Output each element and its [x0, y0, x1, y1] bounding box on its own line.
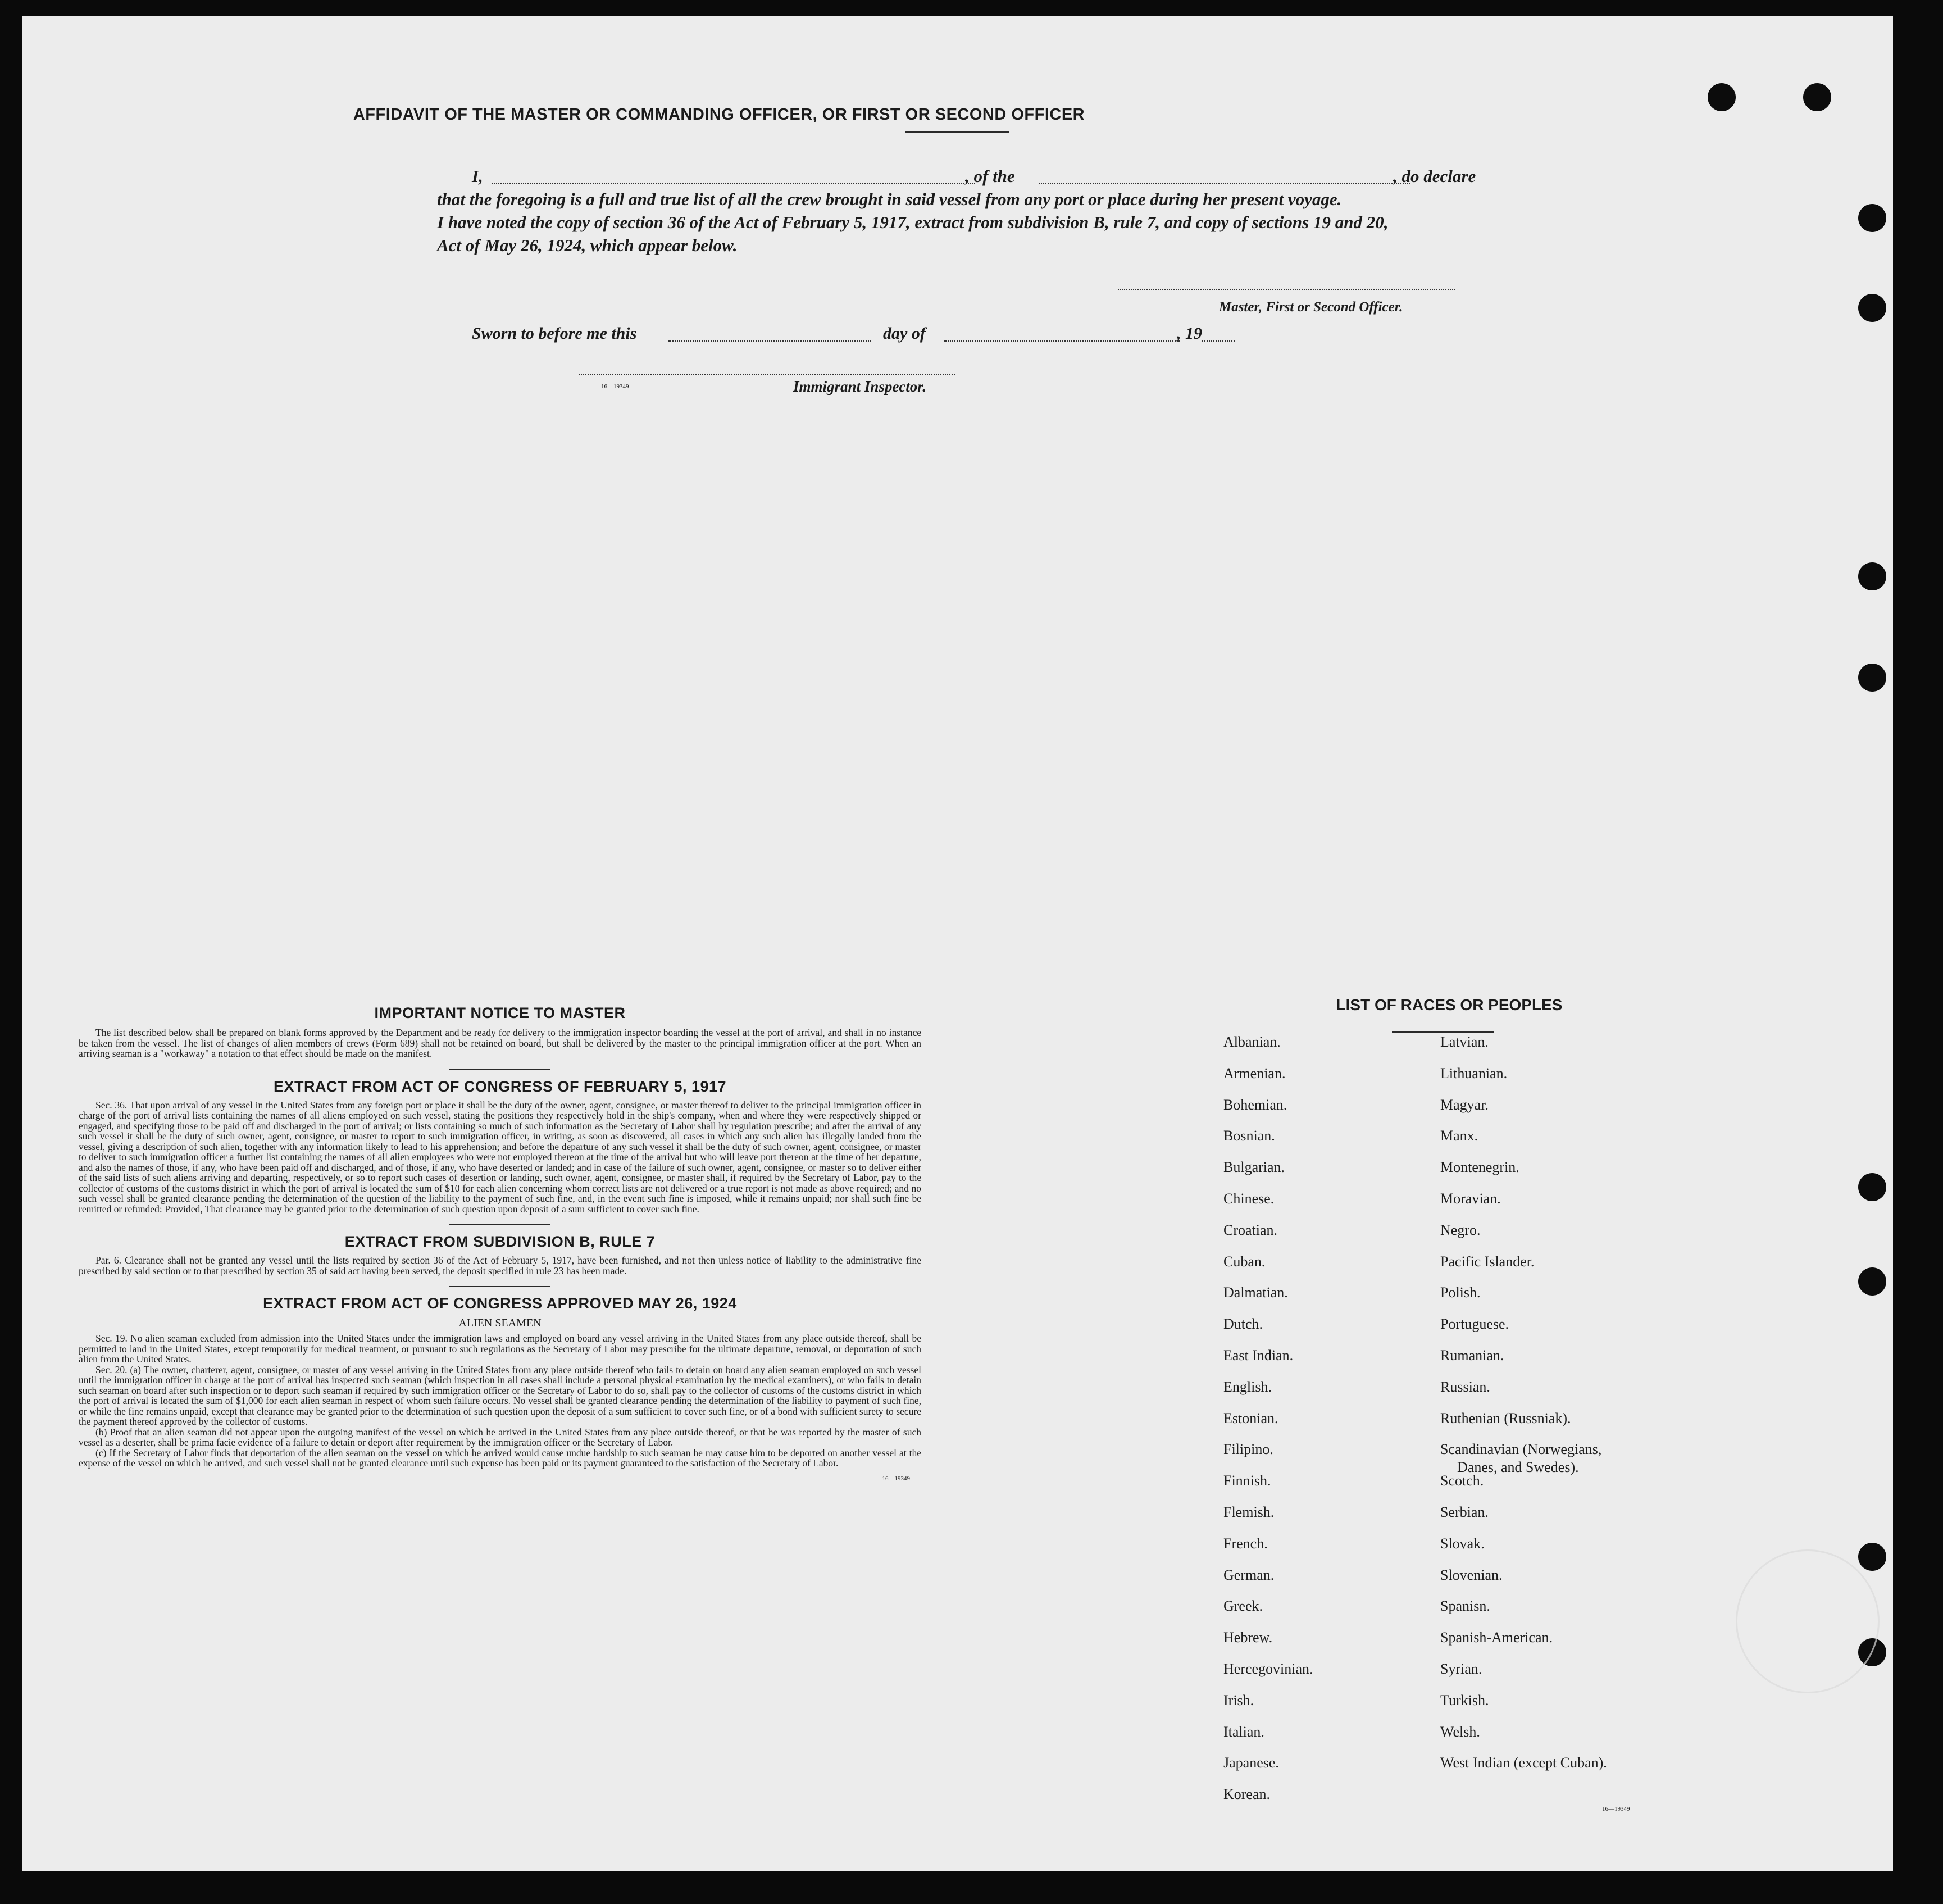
race-item: Finnish. — [1223, 1473, 1271, 1489]
race-item: Chinese. — [1223, 1190, 1275, 1207]
race-item: Turkish. — [1440, 1692, 1489, 1708]
race-item: Armenian. — [1223, 1065, 1286, 1081]
race-item: West Indian (except Cuban). — [1440, 1755, 1607, 1771]
race-item: Croatian. — [1223, 1221, 1278, 1238]
race-item: Spanisn. — [1440, 1598, 1490, 1615]
race-item: Bohemian. — [1223, 1096, 1287, 1113]
race-item: Flemish. — [1223, 1504, 1275, 1520]
vessel-name-line[interactable] — [1039, 183, 1410, 184]
punch-hole — [1858, 294, 1886, 322]
master-signature-label: Master, First or Second Officer. — [1219, 299, 1403, 315]
punch-hole — [1858, 1173, 1886, 1201]
race-item: French. — [1223, 1535, 1268, 1552]
punch-hole — [1803, 83, 1831, 111]
race-item: Dalmatian. — [1223, 1284, 1288, 1301]
notice-form-number: 16—19349 — [882, 1475, 910, 1482]
declarant-label: I, — [472, 166, 483, 186]
punch-hole — [1858, 664, 1886, 692]
title-underline — [905, 131, 1009, 133]
punch-hole — [1858, 204, 1886, 232]
affidavit-form-number: 16—19349 — [601, 383, 629, 390]
sworn-day-line[interactable] — [668, 340, 871, 342]
punch-hole — [1858, 1543, 1886, 1571]
race-item: Ruthenian (Russniak). — [1440, 1410, 1571, 1426]
punch-hole — [1858, 1267, 1886, 1296]
race-item: Japanese. — [1223, 1755, 1279, 1771]
race-item: Syrian. — [1440, 1661, 1482, 1677]
race-item: German. — [1223, 1566, 1275, 1583]
race-item: Spanish-American. — [1440, 1629, 1553, 1646]
extract2-title: EXTRACT FROM SUBDIVISION B, RULE 7 — [344, 1233, 656, 1250]
extract3-sec19: Sec. 19. No alien seaman excluded from admission into the United States under the immigration laws and employed on board any vessel arriving in the United States from any place outside thereof, shall be permitted to land in the United States, except temporarily for medical treatment, or pursuant to such regulations as the Secretary of Labor may prescribe for the ultimate departure, removal, or deportation of such alien from the United States. — [79, 1333, 921, 1365]
race-item: East Indian. — [1223, 1347, 1294, 1364]
race-item: Korean. — [1223, 1786, 1271, 1803]
race-item: Hercegovinian. — [1223, 1661, 1313, 1677]
affidavit-title: AFFIDAVIT OF THE MASTER OR COMMANDING OFFICER, OR FIRST OR SECOND OFFICER — [353, 106, 1085, 124]
race-item: Slovak. — [1440, 1535, 1485, 1552]
race-item: Moravian. — [1440, 1190, 1501, 1207]
race-item: Estonian. — [1223, 1410, 1278, 1426]
race-item: Rumanian. — [1440, 1347, 1504, 1364]
race-item: Polish. — [1440, 1284, 1481, 1301]
race-item: Dutch. — [1223, 1316, 1263, 1333]
races-title: LIST OF RACES OR PEOPLES — [1336, 996, 1563, 1014]
paper-sheet — [22, 16, 1893, 1871]
extract3-sec20a: Sec. 20. (a) The owner, charterer, agent, consignee, or master of any vessel arriving in the United States from any place outside thereof who fails to detain on board any alien seaman employed on such vessel until the immigration officer in charge at the port of arrival has inspected such seaman (which inspection in all cases shall include a personal physical examination by the medical examiners), or who fails to detain such seaman on board after such inspection or to deport such seaman if required by such immigration officer or the Secretary of Labor to do so, shall pay to the collector of customs of the customs district in which the port of arrival is located the sum of $1,000 for each alien seaman in respect of whom such failure occurs. No vessel shall be granted clearance pending the determination of the liability to payment of such fine, or while the fine remains unpaid, except that clearance may be granted prior to the determination of such question upon the deposit of a sum sufficient to cover such fine, or of a bond with sufficient surety to secure the payment thereof approved by the collector of customs. — [79, 1364, 921, 1427]
master-signature-line[interactable] — [1118, 289, 1455, 290]
races-form-number: 16—19349 — [1602, 1806, 1630, 1812]
race-item: Pacific Islander. — [1440, 1253, 1535, 1270]
race-item: Italian. — [1223, 1723, 1264, 1740]
extract3-sec20b: (b) Proof that an alien seaman did not appear upon the outgoing manifest of the vessel on which he arrived in the United States from any place outside thereof, or that he was reported by the master of such vessel as a deserter, shall be prima facie evidence of a failure to detain or deport after requirement by the immigration officer or the Secretary of Labor. — [79, 1426, 921, 1448]
race-item: Serbian. — [1440, 1504, 1489, 1520]
extract2-divider — [449, 1286, 550, 1287]
of-the-label: , of the — [965, 166, 1015, 186]
notice-section — [79, 1005, 921, 1482]
race-item: Negro. — [1440, 1221, 1481, 1238]
race-item: Latvian. — [1440, 1034, 1489, 1050]
extract1-divider — [449, 1224, 550, 1225]
race-item: Irish. — [1223, 1692, 1254, 1708]
declarant-name-line[interactable] — [492, 183, 975, 184]
day-of-label: day of — [883, 324, 926, 343]
race-item: Welsh. — [1440, 1723, 1480, 1740]
inspector-signature-line[interactable] — [579, 374, 955, 375]
race-item: English. — [1223, 1378, 1272, 1395]
punch-hole — [1858, 562, 1886, 590]
race-item: Greek. — [1223, 1598, 1263, 1615]
race-item: Russian. — [1440, 1378, 1490, 1395]
race-item: Portuguese. — [1440, 1316, 1509, 1333]
declaration-line-2: I have noted the copy of section 36 of the Act of February 5, 1917, extract from subdivision B, rule 7, and copy of sections 19 and 20, — [437, 212, 1389, 232]
race-item: Bulgarian. — [1223, 1159, 1285, 1176]
extract1-title: EXTRACT FROM ACT OF CONGRESS OF FEBRUARY 5, 1917 — [273, 1078, 727, 1095]
extract3-subtitle: ALIEN SEAMEN — [458, 1317, 542, 1329]
race-item: Danes, and Swedes). — [1457, 1459, 1579, 1476]
race-item: Manx. — [1440, 1128, 1478, 1144]
race-item: Bosnian. — [1223, 1128, 1275, 1144]
race-item: Slovenian. — [1440, 1566, 1503, 1583]
sworn-label: Sworn to before me this — [472, 324, 637, 343]
notice-text: The list described below shall be prepared on blank forms approved by the Department and be ready for delivery to the immigration inspector boarding the vessel at the port of arrival, and shall in no instance be taken from the vessel. The list of changes of alien members of crews (Form 689) shall not be retained on board, but shall be delivered by the master to the principal immigration officer at the port. When an arriving seaman is a "workaway" a notation to that effect should be made on the manifest. — [79, 1027, 921, 1059]
punch-hole — [1708, 83, 1736, 111]
year-label: , 19 — [1177, 324, 1202, 343]
race-item: Scotch. — [1440, 1473, 1484, 1489]
race-item: Hebrew. — [1223, 1629, 1273, 1646]
race-item: Magyar. — [1440, 1096, 1489, 1113]
races-title-underline — [1392, 1031, 1494, 1033]
notice-divider — [449, 1069, 550, 1070]
do-declare-label: , do declare — [1393, 166, 1476, 186]
race-item: Montenegrin. — [1440, 1159, 1519, 1176]
declaration-line-3: Act of May 26, 1924, which appear below. — [437, 235, 738, 255]
race-item: Albanian. — [1223, 1034, 1281, 1050]
race-item: Filipino. — [1223, 1441, 1273, 1458]
sworn-year-line[interactable] — [1202, 340, 1235, 342]
declaration-line-1: that the foregoing is a full and true list of all the crew brought in said vessel from any port or place during her present voyage. — [437, 189, 1342, 209]
extract3-sec20c: (c) If the Secretary of Labor finds that deportation of the alien seaman on the vessel on which he arrived would cause undue hardship to such seaman he may cause him to be deported on another vessel at the expense of the vessel on which he arrived, and such vessel shall not be granted clearance until such expense has been paid or its payment guaranteed to the satisfaction of the Secretary of Labor. — [79, 1447, 921, 1469]
sworn-month-line[interactable] — [944, 340, 1180, 342]
race-item: Lithuanian. — [1440, 1065, 1508, 1081]
extract3-title: EXTRACT FROM ACT OF CONGRESS APPROVED MAY 26, 1924 — [263, 1295, 737, 1312]
notice-title: IMPORTANT NOTICE TO MASTER — [374, 1005, 626, 1021]
inspector-label: Immigrant Inspector. — [793, 378, 927, 395]
faint-seal-stamp — [1736, 1549, 1880, 1693]
race-item: Scandinavian (Norwegians, — [1440, 1441, 1602, 1458]
extract1-text: Sec. 36. That upon arrival of any vessel in the United States from any foreign port or place it shall be the duty of the owner, agent, consignee, or master thereof to deliver to the principal immigration officer in charge of the port of arrival lists containing the names of all aliens employed on such vessel, stating the positions they respectively hold in the ship's company, when and where they were respectively shipped or engaged, and specifying those to be paid off and discharged in the port of arrival; or lists containing so much of such information as the Secretary of Labor shall by regulation prescribe; and after the arrival of any such vessel it shall be the duty of such owner, agent, consignee, or master to report to such immigration officer, in writing, as soon as discovered, all cases in which any such alien has illegally landed from the vessel, giving a description of such alien, together with any information likely to lead to his apprehension; and before the departure of any such vessel it shall be the duty of such owner, agent, consignee, or master to deliver to such immigration officer a further list containing the names of all alien employees who were not employed thereon at the time of the arrival but who will leave port thereon at the time of her departure, and also the names of those, if any, who have been paid off and discharged, and of those, if any, who have deserted or landed; and in case of the failure of such owner, agent, consignee, or master so to deliver either of the said lists of such aliens arriving and departing, respectively, or so to report such cases of desertion or landing, such owner, agent, consignee, or master shall, if required by the Secretary of Labor, pay to the collector of customs of the customs district in which the port of arrival is located the sum of $10 for each alien concerning whom correct lists are not delivered or a true report is not made as above required; and no such vessel shall be granted clearance pending the determination of the question of the liability to the payment of such fine, and, in the event such fine is imposed, while it remains unpaid; nor shall such fine be remitted or refunded: Provided, That clearance may be granted prior to the determination of such question upon deposit of a sum sufficient to cover such fine. — [79, 1099, 921, 1215]
race-item: Cuban. — [1223, 1253, 1266, 1270]
extract2-text: Par. 6. Clearance shall not be granted any vessel until the lists required by section 36 of the Act of February 5, 1917, have been furnished, and not then unless notice of liability to the administrative fine prescribed by said section or to that prescribed by section 35 of said act having been served, the deposit specified in rule 23 has been made. — [79, 1255, 921, 1276]
